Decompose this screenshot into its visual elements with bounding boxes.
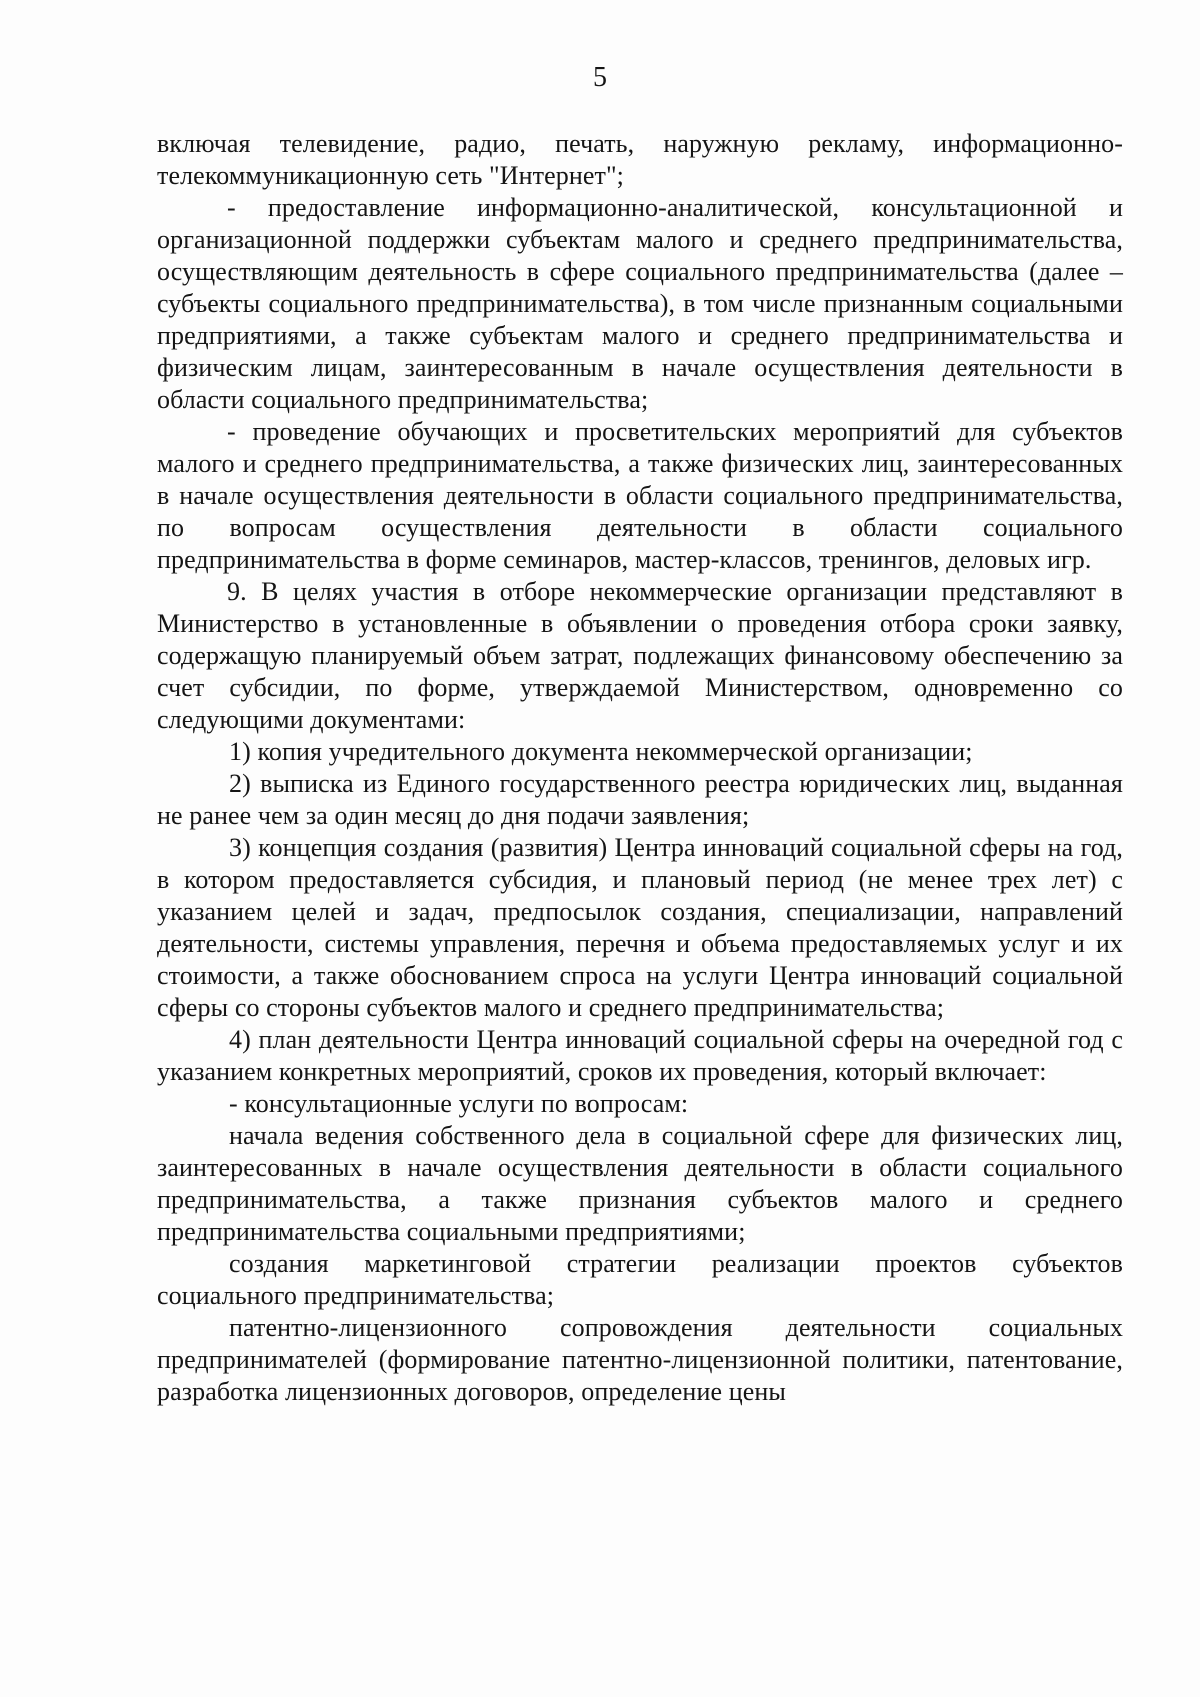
sub-item-marketing: создания маркетинговой стратегии реализации проектов субъектов социального предпринимательства;: [157, 1249, 1123, 1310]
sub-item-own-business: начала ведения собственного дела в социальной сфере для физических лиц, заинтересованных в начале осуществления деятельности в области социального предпринимательства, а также признания субъектов малого и среднего предпринимательства социальными предприятиями;: [157, 1121, 1123, 1246]
sub-item-consulting: - консультационные услуги по вопросам:: [229, 1089, 689, 1118]
document-body: [157, 128, 1123, 1408]
list-item-2: 2) выписка из Единого государственного реестра юридических лиц, выданная не ранее чем за один месяц до дня подачи заявления;: [157, 769, 1123, 830]
sub-item-patent-licensing: патентно-лицензионного сопровождения деятельности социальных предпринимателей (формирование патентно-лицензионной политики, патентование, разработка лицензионных договоров, определение цены: [157, 1313, 1123, 1406]
list-item-1: 1) копия учредительного документа некоммерческой организации;: [229, 737, 973, 766]
paragraph-info-support: - предоставление информационно-аналитической, консультационной и организационной поддержки субъектам малого и среднего предпринимательства, осуществляющим деятельность в сфере социального предпринимательства (далее – субъекты социального предпринимательства), в том числе признанным социальными предприятиями, а также субъектам малого и среднего предпринимательства и физическим лицам, заинтересованным в начале осуществления деятельности в области социального предпринимательства;: [157, 193, 1123, 414]
list-item-4: 4) план деятельности Центра инноваций социальной сферы на очередной год с указанием конкретных мероприятий, сроков их проведения, который включает:: [157, 1025, 1123, 1086]
list-item-3: 3) концепция создания (развития) Центра инноваций социальной сферы на год, в котором предоставляется субсидия, и плановый период (не менее трех лет) с указанием целей и задач, предпосылок создания, специализации, направлений деятельности, системы управления, перечня и объема предоставляемых услуг и их стоимости, а также обоснованием спроса на услуги Центра инноваций социальной сферы со стороны субъектов малого и среднего предпринимательства;: [157, 833, 1123, 1022]
page-number: 5: [593, 62, 607, 93]
paragraph-training-events: - проведение обучающих и просветительских мероприятий для субъектов малого и среднего предпринимательства, а также физических лиц, заинтересованных в начале осуществления деятельности в области социального предпринимательства, по вопросам осуществления деятельности в области социального предпринимательства в форме семинаров, мастер-классов, тренингов, деловых игр.: [157, 417, 1123, 574]
paragraph-clause-9: 9. В целях участия в отборе некоммерческие организации представляют в Министерство в установленные в объявлении о проведения отбора сроки заявку, содержащую планируемый объем затрат, подлежащих финансовому обеспечению за счет субсидии, по форме, утверждаемой Министерством, одновременно со следующими документами:: [157, 577, 1123, 734]
paragraph-continuation: включая телевидение, радио, печать, наружную рекламу, информационно-телекоммуникационную сеть "Интернет";: [157, 129, 1123, 190]
